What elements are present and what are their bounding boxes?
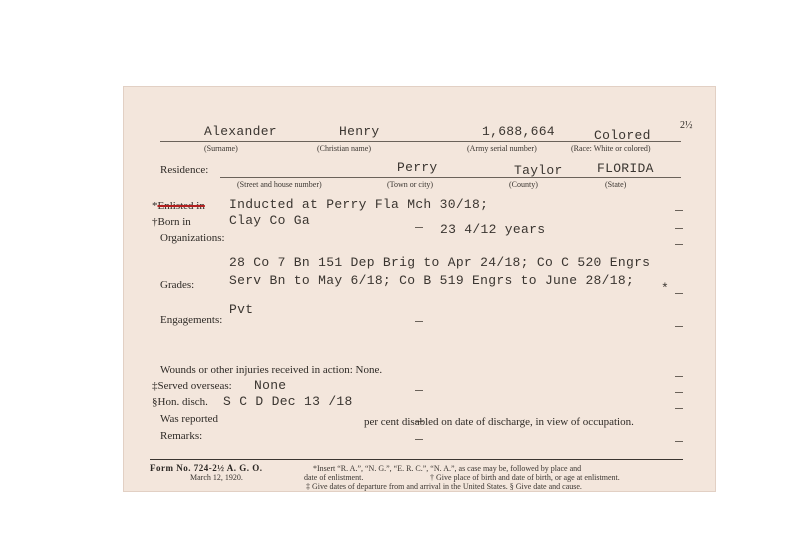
residence-county: Taylor <box>514 163 563 178</box>
discharge-label <box>152 396 208 408</box>
organizations-line2: Serv Bn to May 6/18; Co B 519 Engrs to June 28/18; <box>229 273 635 288</box>
discharge-value: S C D Dec 13 /18 <box>223 394 353 409</box>
remarks-label: Remarks: <box>160 430 203 442</box>
christian-name-value: Henry <box>339 124 380 139</box>
overseas-marker: ‡ <box>152 380 158 392</box>
grades-value: Pvt <box>229 302 254 317</box>
caption-christian: (Christian name) <box>317 144 371 153</box>
enlisted-value: Inducted at Perry Fla Mch 30/18; <box>229 197 489 212</box>
name-rule <box>160 141 681 142</box>
form-date: March 12, 1920. <box>190 473 243 482</box>
born-place: Clay Co Ga <box>229 213 311 228</box>
discharge-label-text: Hon. disch. <box>157 396 208 408</box>
enlisted-label <box>152 200 205 212</box>
born-dash-mid <box>415 227 423 228</box>
overseas-dash <box>675 392 683 393</box>
wounds-dash <box>675 376 683 377</box>
engagements-dash-mid <box>415 321 423 322</box>
caption-town: (Town or city) <box>387 180 434 189</box>
residence-label: Residence: <box>160 164 209 176</box>
caption-state: (State) <box>605 180 627 189</box>
surname-value: Alexander <box>204 124 277 139</box>
caption-serial: (Army serial number) <box>467 144 537 153</box>
caption-surname: (Surname) <box>204 144 238 153</box>
overseas-label-text: Served overseas: <box>157 380 232 392</box>
footnote-2b: † Give place of birth and date of birth, or age at enlistment. <box>430 473 620 482</box>
footnote-2a: date of enlistment. <box>304 473 364 482</box>
grades-label: Grades: <box>160 279 195 291</box>
residence-rule <box>220 177 681 178</box>
engagements-dash <box>675 326 683 327</box>
corner-mark: 2½ <box>680 120 693 131</box>
organizations-dash <box>675 244 683 245</box>
enlisted-marker: * <box>152 200 158 212</box>
organizations-label: Organizations: <box>160 232 225 244</box>
born-dash <box>675 228 683 229</box>
born-marker: † <box>152 216 158 228</box>
reported-text: per cent disabled on date of discharge, in view of occupation. <box>364 416 634 428</box>
wounds-line: Wounds or other injuries received in action: None. <box>160 364 383 376</box>
residence-state: FLORIDA <box>597 161 654 176</box>
enlisted-struck-label: Enlisted in <box>157 200 205 212</box>
overseas-dash-mid <box>415 390 423 391</box>
organizations-star: * <box>661 281 670 296</box>
remarks-dash <box>675 441 683 442</box>
enlisted-dash <box>675 210 683 211</box>
residence-town: Perry <box>397 160 438 175</box>
organizations-line-dash <box>675 293 683 294</box>
discharge-marker: § <box>152 396 158 408</box>
footnote-3: ‡ Give dates of departure from and arrival in the United States. § Give date and cause. <box>306 482 582 491</box>
caption-county: (County) <box>509 180 538 189</box>
born-age: 23 4/12 years <box>440 222 546 237</box>
footer-rule <box>150 459 683 460</box>
born-label <box>152 216 191 228</box>
remarks-dash-mid <box>415 439 423 440</box>
caption-street: (Street and house number) <box>237 180 322 189</box>
footnote-1: *Insert “R. A.”, “N. G.”, “E. R. C.”, “N. A.”, as case may be, followed by place and <box>313 464 582 473</box>
engagements-label: Engagements: <box>160 314 223 326</box>
form-number: Form No. 724-2½ A. G. O. <box>150 463 263 473</box>
discharge-dash <box>675 408 683 409</box>
overseas-label <box>152 380 232 392</box>
reported-label: Was reported <box>160 413 219 425</box>
caption-race: (Race: White or colored) <box>571 144 651 153</box>
service-record-card <box>123 86 716 492</box>
overseas-value: None <box>254 378 287 393</box>
serial-number-value: 1,688,664 <box>482 124 555 139</box>
born-label-text: Born in <box>157 216 191 228</box>
organizations-line1: 28 Co 7 Bn 151 Dep Brig to Apr 24/18; Co C 520 Engrs <box>229 255 651 270</box>
race-value: Colored <box>594 128 651 143</box>
